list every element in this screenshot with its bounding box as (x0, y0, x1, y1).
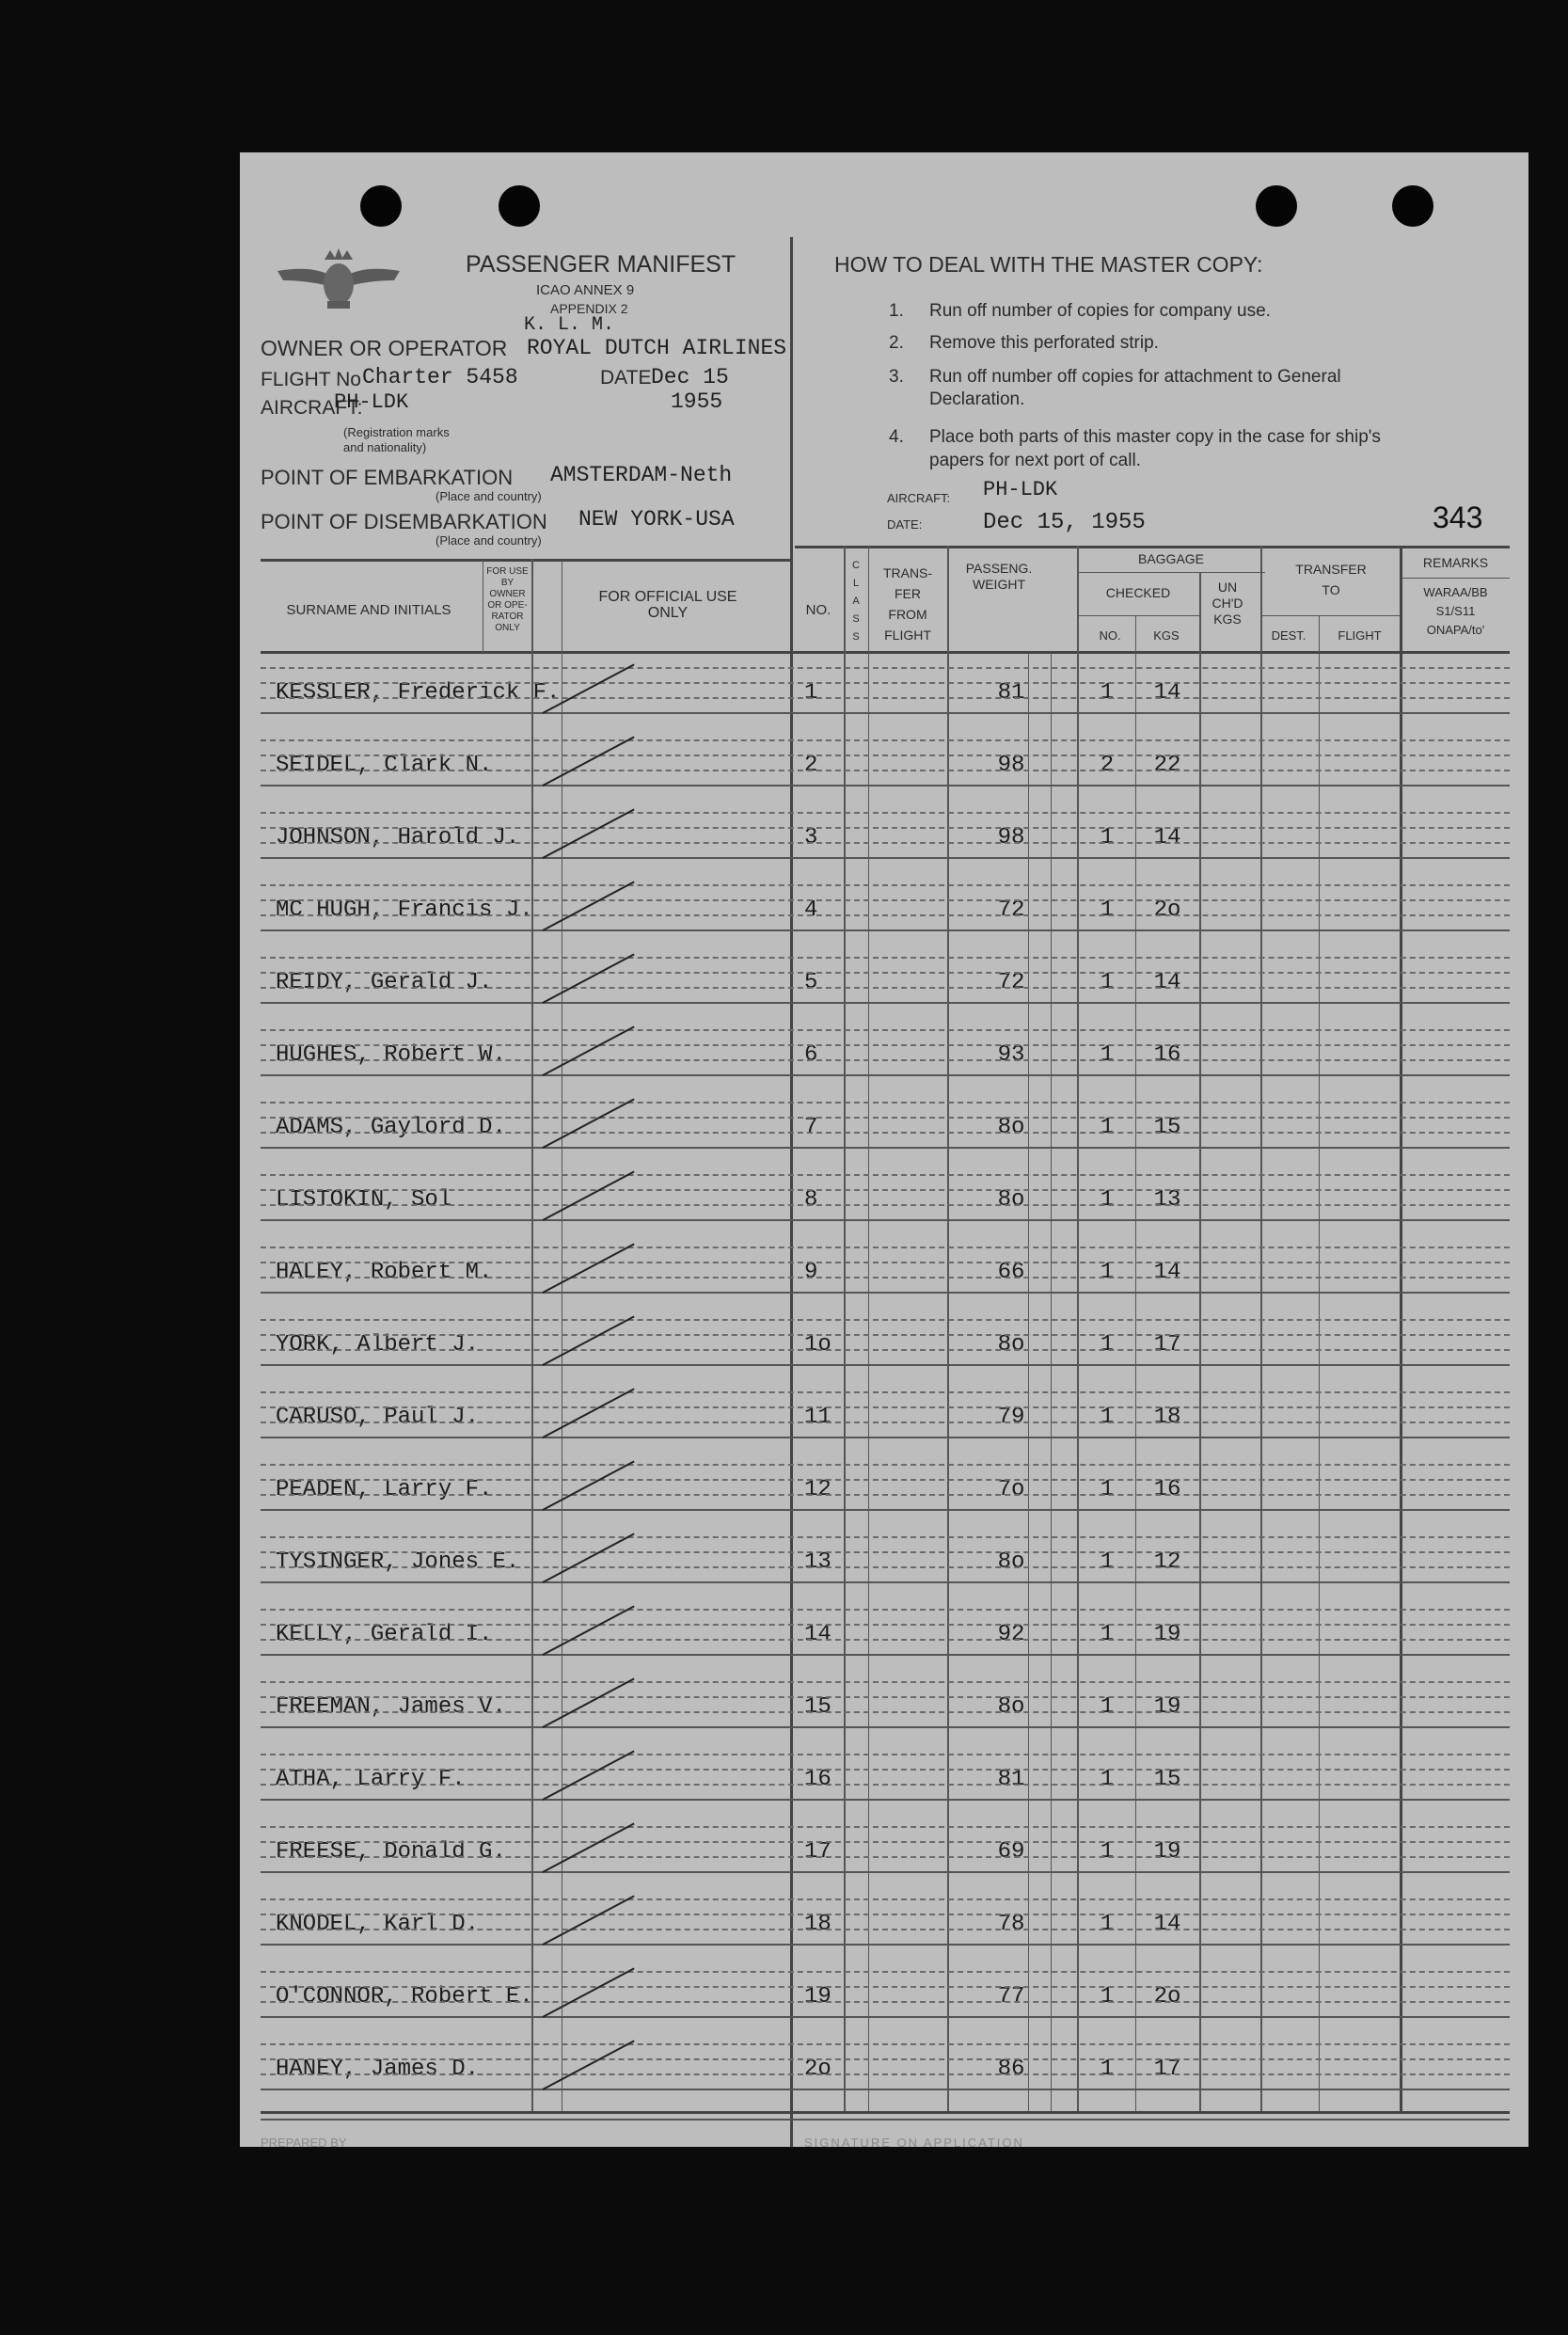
instruction-num: 3. (889, 367, 904, 387)
row-rule (261, 1799, 1510, 1801)
row-rule (261, 2001, 1510, 2003)
row-rule (261, 1292, 1510, 1294)
check-mark (543, 736, 635, 786)
owner-value-top: K. L. M. (524, 314, 615, 336)
passenger-name: HALEY, Robert M. (276, 1260, 493, 1285)
passenger-number: 2 (804, 753, 818, 778)
table-bottom-border (261, 2119, 1510, 2121)
baggage-count: 1 (1100, 1405, 1115, 1430)
registration-note: and nationality) (343, 440, 427, 454)
passenger-weight: 8o (997, 1187, 1025, 1213)
col-header-class: C L A S S (852, 560, 860, 643)
passenger-name: O'CONNOR, Robert E. (276, 1984, 533, 2009)
instruction-text: Declaration. (929, 389, 1025, 409)
passenger-number: 4 (804, 897, 818, 923)
passenger-number: 3 (804, 825, 818, 850)
instruction-num: 4. (889, 427, 904, 447)
col-header-weight: PASSENG. WEIGHT (965, 561, 1033, 592)
check-mark (543, 1677, 635, 1727)
row-rule (261, 1319, 1510, 1321)
passenger-weight: 98 (997, 753, 1025, 778)
passenger-name: FREESE, Donald G. (276, 1839, 506, 1865)
check-mark (543, 953, 635, 1003)
passenger-number: 15 (804, 1694, 832, 1720)
passenger-name: LISTOKIN, Sol (276, 1187, 452, 1213)
passenger-name: ADAMS, Gaylord D. (276, 1115, 506, 1140)
baggage-kgs: 16 (1153, 1042, 1181, 1068)
punch-hole (360, 185, 402, 227)
passenger-number: 11 (804, 1405, 832, 1430)
passenger-number: 9 (804, 1260, 818, 1285)
check-mark (543, 1967, 635, 2017)
check-mark (543, 2040, 635, 2089)
baggage-count: 1 (1100, 1115, 1115, 1140)
baggage-count: 1 (1100, 1622, 1115, 1647)
row-rule (261, 827, 1510, 829)
flight-label: FLIGHT No (261, 369, 361, 390)
baggage-kgs: 15 (1153, 1115, 1181, 1140)
passenger-weight: 81 (997, 1767, 1025, 1792)
passenger-name: KESSLER, Frederick F. (276, 680, 561, 706)
table-row (240, 1088, 1528, 1161)
table-row (240, 799, 1528, 871)
instruction-text: Run off number off copies for attachment to General (929, 367, 1341, 387)
manifest-sheet (240, 152, 1528, 2150)
row-rule (261, 842, 1510, 844)
table-row (240, 1668, 1528, 1740)
passenger-weight: 86 (997, 2057, 1025, 2082)
row-rule (261, 884, 1510, 886)
passenger-weight: 98 (997, 825, 1025, 850)
col-header-flight: FLIGHT (1338, 628, 1382, 643)
row-rule (261, 1551, 1510, 1553)
passenger-number: 8 (804, 1187, 818, 1213)
instruction-text: Place both parts of this master copy in the case for ship's (929, 427, 1381, 447)
row-rule (261, 2073, 1510, 2075)
col-header-transfer-to: TRANSFER TO (1295, 562, 1367, 597)
row-rule (261, 1871, 1510, 1873)
punch-hole (1256, 185, 1297, 227)
manifest-subtitle: APPENDIX 2 (550, 301, 628, 316)
row-rule (261, 667, 1510, 669)
row-rule (261, 1944, 1510, 1946)
row-rule (261, 739, 1510, 741)
manifest-title: PASSENGER MANIFEST (466, 251, 736, 278)
passenger-weight: 72 (997, 897, 1025, 923)
row-rule (261, 1247, 1510, 1248)
punch-hole (499, 185, 540, 227)
date-value: Dec 15 (651, 365, 729, 389)
baggage-count: 1 (1100, 1767, 1115, 1792)
manifest-subtitle: ICAO ANNEX 9 (536, 282, 635, 298)
baggage-count: 1 (1100, 680, 1115, 706)
row-rule (261, 1929, 1510, 1930)
row-rule (261, 1639, 1510, 1641)
baggage-kgs: 12 (1153, 1549, 1181, 1575)
row-rule (261, 1681, 1510, 1683)
instructions-aircraft-label: AIRCRAFT: (887, 491, 951, 505)
check-mark (543, 1388, 635, 1438)
col-header-bag-no: NO. (1099, 628, 1121, 643)
registration-note: (Registration marks (343, 425, 450, 439)
passenger-number: 1o (804, 1332, 832, 1358)
baggage-kgs: 14 (1153, 1912, 1181, 1937)
baggage-count: 1 (1100, 1042, 1115, 1068)
checked-divider (1077, 615, 1199, 616)
baggage-count: 1 (1100, 1187, 1115, 1213)
row-rule (261, 1406, 1510, 1408)
passenger-weight: 81 (997, 680, 1025, 706)
baggage-count: 1 (1100, 897, 1115, 923)
check-mark (543, 1822, 635, 1872)
baggage-kgs: 2o (1153, 897, 1181, 923)
transfer-divider (1260, 615, 1402, 616)
date-label: DATE (600, 367, 652, 389)
baggage-kgs: 14 (1153, 825, 1181, 850)
passenger-weight: 8o (997, 1549, 1025, 1575)
instruction-num: 2. (889, 333, 904, 353)
check-mark (543, 1243, 635, 1293)
passenger-weight: 8o (997, 1332, 1025, 1358)
baggage-kgs: 16 (1153, 1477, 1181, 1502)
baggage-count: 1 (1100, 1694, 1115, 1720)
aircraft-value: PH-LDK (334, 390, 409, 414)
row-rule (261, 1262, 1510, 1263)
check-mark (543, 1605, 635, 1655)
baggage-count: 1 (1100, 2057, 1115, 2082)
table-row (240, 1523, 1528, 1596)
passenger-name: REIDY, Gerald J. (276, 970, 493, 995)
check-mark (543, 1895, 635, 1945)
row-rule (261, 1494, 1510, 1496)
baggage-kgs: 14 (1153, 970, 1181, 995)
page-number: 343 (1433, 500, 1483, 534)
baggage-count: 2 (1100, 753, 1115, 778)
row-rule (261, 697, 1510, 699)
table-row (240, 2030, 1528, 2103)
row-rule (261, 1102, 1510, 1104)
row-rule (261, 1074, 1510, 1076)
passenger-weight: 8o (997, 1115, 1025, 1140)
row-rule (261, 2016, 1510, 2018)
row-rule (261, 1189, 1510, 1191)
row-rule (261, 987, 1510, 989)
row-rule (261, 1914, 1510, 1915)
row-rule (261, 1898, 1510, 1900)
baggage-kgs: 19 (1153, 1694, 1181, 1720)
passenger-name: KELLY, Gerald I. (276, 1622, 493, 1647)
row-rule (261, 1624, 1510, 1626)
row-rule (261, 1986, 1510, 1988)
baggage-count: 1 (1100, 1912, 1115, 1937)
col-header-remarks-sub: WARAA/BB S1/S11 ONAPA/to' (1423, 585, 1488, 637)
passenger-number: 14 (804, 1622, 832, 1647)
row-rule (261, 755, 1510, 756)
punch-hole (1392, 185, 1433, 227)
check-mark (543, 1098, 635, 1148)
table-top-border (795, 546, 1510, 548)
table-row (240, 1306, 1528, 1378)
table-row (240, 1161, 1528, 1233)
table-row (240, 1958, 1528, 2030)
disembarkation-label: POINT OF DISEMBARKATION (261, 510, 547, 533)
instructions-aircraft-value: PH-LDK (983, 478, 1058, 501)
col-header-bag-kgs: KGS (1153, 628, 1180, 643)
row-rule (261, 899, 1510, 901)
row-rule (261, 1219, 1510, 1221)
instructions-title: HOW TO DEAL WITH THE MASTER COPY: (834, 252, 1263, 277)
passenger-weight: 77 (997, 1984, 1025, 2009)
signature-label: SIGNATURE ON APPLICATION (804, 2136, 1024, 2150)
baggage-count: 1 (1100, 1477, 1115, 1502)
row-rule (261, 1174, 1510, 1176)
row-rule (261, 1769, 1510, 1771)
row-rule (261, 1971, 1510, 1973)
baggage-kgs: 2o (1153, 1984, 1181, 2009)
row-rule (261, 929, 1510, 931)
row-rule (261, 712, 1510, 714)
embarkation-note: (Place and country) (436, 489, 542, 503)
check-mark (543, 1170, 635, 1220)
row-rule (261, 1147, 1510, 1149)
row-rule (261, 2043, 1510, 2045)
table-row (240, 726, 1528, 799)
passenger-number: 12 (804, 1477, 832, 1502)
instruction-text: Run off number of copies for company use. (929, 301, 1271, 321)
table-row (240, 1596, 1528, 1668)
row-rule (261, 1204, 1510, 1206)
check-mark (543, 1315, 635, 1365)
disembarkation-note: (Place and country) (436, 533, 542, 548)
row-rule (261, 972, 1510, 974)
passenger-name: ATHA, Larry F. (276, 1767, 466, 1792)
row-rule (261, 1132, 1510, 1134)
col-header-official: FOR OFFICIAL USE ONLY (598, 589, 737, 621)
year-value: 1955 (671, 389, 723, 414)
row-rule (261, 2089, 1510, 2090)
passenger-name: KNODEL, Karl D. (276, 1912, 480, 1937)
col-header-checked: CHECKED (1105, 585, 1171, 600)
baggage-count: 1 (1100, 970, 1115, 995)
prepared-by-label: PREPARED BY (261, 2136, 347, 2150)
row-rule (261, 1856, 1510, 1858)
baggage-kgs: 14 (1153, 680, 1181, 706)
owner-value: ROYAL DUTCH AIRLINES (527, 336, 787, 360)
check-mark (543, 1460, 635, 1510)
baggage-count: 1 (1100, 1839, 1115, 1865)
check-mark (543, 1750, 635, 1800)
row-rule (261, 785, 1510, 786)
passenger-weight: 66 (997, 1260, 1025, 1285)
row-rule (261, 1654, 1510, 1656)
baggage-count: 1 (1100, 1332, 1115, 1358)
row-rule (261, 1277, 1510, 1279)
row-rule (261, 1509, 1510, 1511)
row-rule (261, 1044, 1510, 1046)
row-rule (261, 1726, 1510, 1728)
col-header-for-use: FOR USE BY OWNER OR OPE- RATOR ONLY (486, 566, 529, 633)
passenger-name: TYSINGER, Jones E. (276, 1549, 520, 1575)
row-rule (261, 1334, 1510, 1336)
owner-label: OWNER OR OPERATOR (261, 336, 508, 360)
baggage-kgs: 19 (1153, 1839, 1181, 1865)
passenger-name: FREEMAN, James V. (276, 1694, 506, 1720)
row-rule (261, 1029, 1510, 1031)
row-rule (261, 812, 1510, 814)
col-header-remarks: REMARKS (1422, 555, 1489, 570)
baggage-kgs: 14 (1153, 1260, 1181, 1285)
passenger-name: SEIDEL, Clark N. (276, 753, 493, 778)
baggage-kgs: 17 (1153, 2057, 1181, 2082)
check-mark (543, 881, 635, 930)
row-rule (261, 1349, 1510, 1351)
check-mark (543, 808, 635, 858)
remarks-divider (1402, 578, 1510, 579)
baggage-count: 1 (1100, 1260, 1115, 1285)
row-rule (261, 1581, 1510, 1583)
row-rule (261, 1464, 1510, 1466)
disembarkation-value: NEW YORK-USA (578, 507, 735, 532)
table-row (240, 944, 1528, 1016)
passenger-number: 13 (804, 1549, 832, 1575)
col-header-surname: SURNAME AND INITIALS (286, 602, 451, 618)
table-row (240, 1885, 1528, 1958)
instructions-date-value: Dec 15, 1955 (983, 510, 1146, 535)
row-rule (261, 1422, 1510, 1423)
col-header-dest: DEST. (1271, 628, 1307, 643)
row-rule (261, 1364, 1510, 1366)
check-mark (543, 1025, 635, 1075)
table-bottom-border (261, 2111, 1510, 2114)
baggage-count: 1 (1100, 1984, 1115, 2009)
row-rule (261, 1117, 1510, 1119)
passenger-weight: 8o (997, 1694, 1025, 1720)
table-row (240, 1740, 1528, 1813)
embarkation-value: AMSTERDAM-Neth (550, 463, 733, 487)
row-rule (261, 1059, 1510, 1061)
passenger-number: 2o (804, 2057, 832, 2082)
row-rule (261, 1391, 1510, 1393)
row-rule (261, 1437, 1510, 1438)
instruction-num: 1. (889, 301, 904, 321)
passenger-number: 5 (804, 970, 818, 995)
passenger-name: PEADEN, Larry F. (276, 1477, 493, 1502)
row-rule (261, 1711, 1510, 1713)
passenger-weight: 79 (997, 1405, 1025, 1430)
instruction-text: Remove this perforated strip. (929, 333, 1159, 353)
passenger-number: 6 (804, 1042, 818, 1068)
table-row (240, 1451, 1528, 1523)
aircraft-label: AIRCRAFT: (261, 397, 363, 419)
row-rule (261, 2058, 1510, 2060)
col-header-unchecked: UN CH'D KGS (1212, 580, 1243, 627)
embarkation-label: POINT OF EMBARKATION (261, 466, 514, 489)
passenger-number: 17 (804, 1839, 832, 1865)
col-header-transfer-from: TRANS- FER FROM FLIGHT (882, 565, 933, 643)
passenger-number: 19 (804, 1984, 832, 2009)
col-header-baggage: BAGGAGE (1137, 551, 1205, 566)
row-rule (261, 682, 1510, 684)
row-rule (261, 857, 1510, 859)
passenger-weight: 69 (997, 1839, 1025, 1865)
col-header-no: NO. (805, 602, 832, 618)
flight-value: Charter 5458 (362, 365, 518, 389)
row-rule (261, 770, 1510, 771)
passenger-name: HANEY, James D. (276, 2057, 480, 2082)
passenger-weight: 78 (997, 1912, 1025, 1937)
baggage-kgs: 15 (1153, 1767, 1181, 1792)
table-row (240, 1233, 1528, 1306)
baggage-divider (1077, 572, 1265, 573)
row-rule (261, 1696, 1510, 1698)
passenger-name: YORK, Albert J. (276, 1332, 480, 1358)
klm-crown-logo (277, 246, 400, 314)
passenger-name: MC HUGH, Francis J. (276, 897, 533, 923)
row-rule (261, 1609, 1510, 1611)
passenger-weight: 7o (997, 1477, 1025, 1502)
passenger-name: CARUSO, Paul J. (276, 1405, 480, 1430)
row-rule (261, 1754, 1510, 1755)
passenger-weight: 72 (997, 970, 1025, 995)
row-rule (261, 1479, 1510, 1481)
row-rule (261, 1784, 1510, 1786)
row-rule (261, 1536, 1510, 1538)
passenger-name: HUGHES, Robert W. (276, 1042, 506, 1068)
table-row (240, 871, 1528, 944)
row-rule (261, 1566, 1510, 1568)
baggage-count: 1 (1100, 1549, 1115, 1575)
baggage-kgs: 17 (1153, 1332, 1181, 1358)
table-row (240, 654, 1528, 726)
table-top-border (261, 559, 790, 562)
row-rule (261, 957, 1510, 959)
baggage-kgs: 22 (1153, 753, 1181, 778)
instructions-date-label: DATE: (887, 517, 923, 532)
check-mark (543, 1533, 635, 1582)
passenger-number: 16 (804, 1767, 832, 1792)
table-row (240, 1813, 1528, 1885)
passenger-number: 7 (804, 1115, 818, 1140)
baggage-count: 1 (1100, 825, 1115, 850)
passenger-weight: 92 (997, 1622, 1025, 1647)
baggage-kgs: 18 (1153, 1405, 1181, 1430)
passenger-weight: 93 (997, 1042, 1025, 1068)
row-rule (261, 1841, 1510, 1843)
table-row (240, 1016, 1528, 1088)
table-row (240, 1378, 1528, 1451)
row-rule (261, 1002, 1510, 1004)
baggage-kgs: 13 (1153, 1187, 1181, 1213)
passenger-number: 1 (804, 680, 818, 706)
row-rule (261, 914, 1510, 916)
baggage-kgs: 19 (1153, 1622, 1181, 1647)
passenger-number: 18 (804, 1912, 832, 1937)
instruction-text: papers for next port of call. (929, 451, 1141, 470)
passenger-name: JOHNSON, Harold J. (276, 825, 520, 850)
row-rule (261, 1826, 1510, 1828)
